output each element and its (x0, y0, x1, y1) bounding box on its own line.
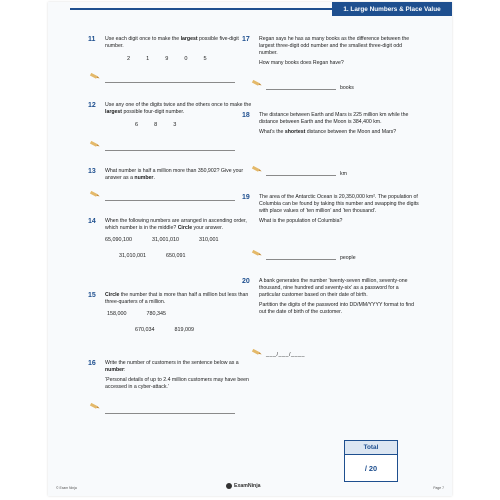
quote-text: ‘Personal details of up to 2.4 million customers may have been accessed in a cyber-attack.’ (105, 377, 249, 390)
number-options-row (105, 237, 253, 244)
bold-text: largest (180, 36, 198, 42)
answer-line-16[interactable] (105, 413, 235, 414)
number-options-row (105, 311, 253, 318)
digit: 5 (203, 56, 207, 62)
question-text (105, 360, 253, 394)
logo-text: ExamNinja (234, 483, 261, 489)
question-text (105, 102, 253, 129)
text: Use each digit once to make the (105, 36, 181, 42)
digit: 2 (127, 56, 131, 62)
section-title: 1. Large Numbers & Place Value (332, 2, 452, 16)
answer-line-11[interactable] (105, 82, 235, 83)
question-text (105, 36, 253, 63)
text: possible five-digit number. (105, 36, 239, 49)
question-number: 20 (242, 278, 250, 285)
question-number: 18 (242, 112, 250, 119)
bold-text: shortest (284, 129, 306, 135)
text: the number that is more than half a million but less than three-quarters of a million. (105, 292, 249, 305)
question-number: 19 (242, 194, 250, 201)
text: Partition the digits of the password into DD/MM/YYYY format to find out the date of birth of the customer. (259, 302, 415, 315)
text: What number is half a million more than 350,902? Give your answer as a (105, 168, 244, 181)
total-score-box (344, 440, 398, 482)
ninja-logo-icon (226, 483, 232, 489)
digit-list (105, 122, 253, 129)
digit: 6 (135, 122, 139, 128)
text: Use any one of the digits twice and the others once to make the (105, 102, 252, 108)
date-answer-field[interactable]: ___/___/____ (266, 352, 305, 358)
digit: 3 (173, 122, 177, 128)
question-text (105, 168, 253, 185)
text: Write the number of customers in the sentence below as a (105, 360, 239, 366)
text: The area of the Antarctic Ocean is 20,350,000 km². The population of Columbia can be found by taking this number and swapping the digits with place values of ‘ten million’ and ‘ten thousand’. (259, 194, 419, 214)
text: The distance between Earth and Mars is 225 million km while the distance between Earth and the Moon is 384,400 km. (259, 112, 409, 125)
unit-label: people (340, 255, 356, 261)
number-options-row (105, 253, 253, 260)
number-option[interactable]: 65,090,100 (105, 237, 132, 243)
question-number: 16 (88, 360, 96, 367)
answer-line-12[interactable] (105, 150, 235, 151)
question-number: 12 (88, 102, 96, 109)
total-value[interactable]: / 20 (345, 455, 397, 481)
brand-logo (226, 483, 261, 489)
question-text (259, 112, 420, 139)
text: What is the population of Columbia? (259, 218, 343, 224)
section-header (70, 2, 452, 16)
page-number: Page 7 (433, 486, 444, 490)
text: your answer. (192, 225, 223, 231)
digit: 8 (154, 122, 158, 128)
number-option[interactable]: 158,000 (107, 311, 127, 317)
digit-list (105, 56, 253, 63)
question-text (105, 218, 253, 260)
question-text (259, 36, 420, 70)
digit: 1 (146, 56, 150, 62)
number-option[interactable]: 780,345 (146, 311, 166, 317)
bold-text: number (105, 367, 125, 373)
text: How many books does Regan have? (259, 60, 344, 66)
number-option[interactable]: 650,091 (165, 253, 186, 259)
question-number: 17 (242, 36, 250, 43)
text: What’s the (259, 129, 285, 135)
text: Regan says he has as many books as the difference between the largest three-digit odd number and the smallest three-digit odd number. (259, 36, 410, 56)
unit-label: km (340, 171, 347, 177)
question-number: 13 (88, 168, 96, 175)
text: A bank generates the number ‘twenty-seven million, seventy-one thousand, nine hundred and seventy-six’ as a password for a particular customer based on their date of birth. (259, 278, 408, 298)
answer-line-19[interactable] (266, 259, 336, 260)
number-option[interactable]: 310,001 (198, 237, 219, 243)
number-option[interactable]: 670,034 (135, 327, 155, 333)
question-number: 11 (88, 36, 96, 43)
total-label: Total (345, 441, 397, 455)
bold-text: Circle (105, 292, 120, 298)
number-option[interactable]: 31,010,001 (119, 253, 146, 259)
question-text (259, 194, 420, 228)
copyright-text: © Exam Ninja (56, 486, 77, 490)
unit-label: books (340, 85, 354, 91)
question-text (105, 292, 253, 334)
answer-line-18[interactable] (266, 175, 336, 176)
number-option[interactable]: 31,001,010 (151, 237, 179, 243)
text: When the following numbers are arranged in ascending order, which number is in the middle? (105, 218, 247, 231)
bold-text: Circle (177, 225, 193, 231)
question-number: 14 (88, 218, 96, 225)
question-text (259, 278, 420, 319)
answer-line-13[interactable] (105, 200, 235, 201)
digit: 9 (165, 56, 169, 62)
text: : (124, 367, 126, 373)
answer-line-17[interactable] (266, 89, 336, 90)
digit: 0 (184, 56, 188, 62)
number-option[interactable]: 819,009 (174, 327, 194, 333)
text: possible four-digit number. (122, 109, 185, 115)
text: . (153, 175, 155, 181)
number-options-row (105, 327, 253, 334)
text: distance between the Moon and Mars? (305, 129, 397, 135)
question-number: 15 (88, 292, 96, 299)
bold-text: number (134, 175, 154, 181)
bold-text: largest (105, 109, 123, 115)
